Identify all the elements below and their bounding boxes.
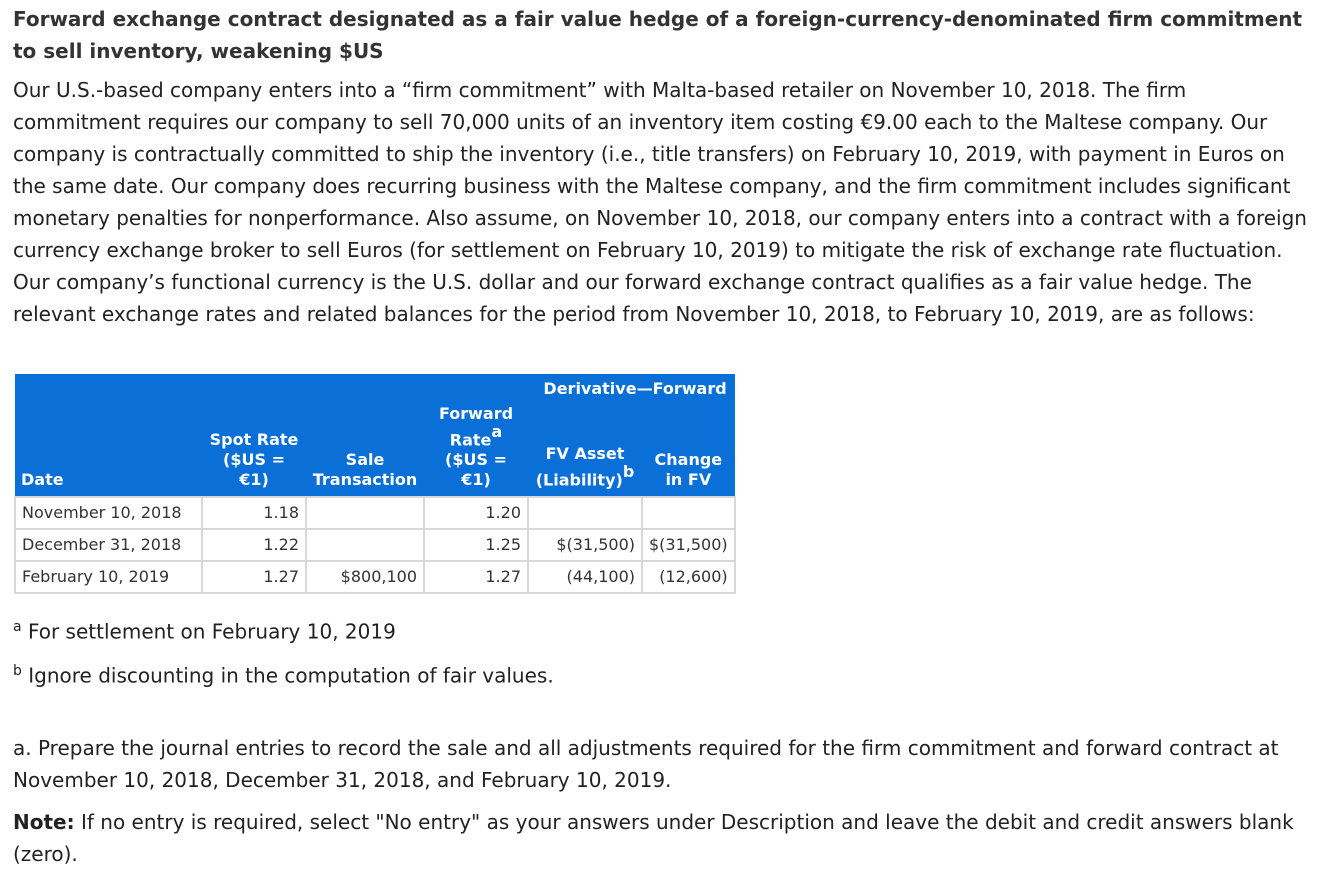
cell-change — [642, 497, 735, 529]
cell-sale — [306, 497, 424, 529]
header-spot-rate: Spot Rate ($US = €1) — [202, 404, 306, 497]
note-text: If no entry is required, select "No entry" as your answers under Description and leave the debit and credit answers blank (zero). — [13, 810, 1294, 866]
table-row — [15, 497, 735, 529]
cell-sale — [306, 529, 424, 561]
cell-fv: (44,100) — [528, 561, 642, 593]
cell-date: December 31, 2018 — [15, 529, 202, 561]
table-header-group-row — [15, 374, 735, 404]
note-label: Note: — [13, 810, 75, 834]
cell-date: February 10, 2019 — [15, 561, 202, 593]
table-header-row — [15, 404, 735, 497]
cell-spot-rate: 1.18 — [202, 497, 306, 529]
cell-forward-rate: 1.25 — [424, 529, 528, 561]
note-instructions — [13, 806, 1323, 870]
footnote-marker-b: b — [622, 462, 635, 481]
header-forward-rate: Forward Rate$^a$ ($US = €1) — [424, 404, 528, 497]
derivative-forward-header: Derivative—Forward — [528, 374, 735, 404]
header-sale-transaction: Sale Transaction — [306, 404, 424, 497]
cell-fv — [528, 497, 642, 529]
problem-intro: Our U.S.-based company enters into a “firm commitment” with Malta-based retailer on November 10, 2018. The firm commitment requires our company to sell 70,000 units of an inventory item costing €9.00 each to the Maltese company. Our company is contractually committed to ship the inventory (i.e., title transfers) on February 10, 2019, with payment in Euros on the same date. Our company does recurring business with the Maltese company, and the firm commitment includes significant monetary penalties for nonperformance. Also assume, on November 10, 2018, our company enters into a contract with a foreign currency exchange broker to sell Euros (for settlement on February 10, 2019) to mitigate the risk of exchange rate fluctuation. Our company’s functional currency is the U.S. dollar and our forward exchange contract qualifies as a fair value hedge. The relevant exchange rates and related balances for the period from November 10, 2018, to February 10, 2019, are as follows: — [13, 78, 1307, 326]
footnote-a: $^a$ For settlement on February 10, 2019 — [13, 619, 396, 644]
cell-spot-rate: 1.27 — [202, 561, 306, 593]
cell-change: $(31,500) — [642, 529, 735, 561]
header-date: Date — [15, 404, 202, 497]
part-a-instructions: a. Prepare the journal entries to record the sale and all adjustments required for the firm commitment and forward contract at November 10, 2018, December 31, 2018, and February 10, 2019. — [13, 736, 1279, 792]
cell-forward-rate: 1.20 — [424, 497, 528, 529]
header-change-in-fv: Change in FV — [642, 404, 735, 497]
cell-sale: $800,100 — [306, 561, 424, 593]
footnote-b: $^b$ Ignore discounting in the computation of fair values. — [13, 663, 554, 688]
table-row — [15, 561, 735, 593]
table-row — [15, 529, 735, 561]
cell-forward-rate: 1.27 — [424, 561, 528, 593]
cell-fv: $(31,500) — [528, 529, 642, 561]
header-fv-asset: FV Asset (Liability)$^b$ — [528, 404, 642, 497]
problem-title: Forward exchange contract designated as a fair value hedge of a foreign-currency-denominated firm commitment to sell inventory, weakening $US — [13, 7, 1303, 63]
cell-change: (12,600) — [642, 561, 735, 593]
cell-spot-rate: 1.22 — [202, 529, 306, 561]
exchange-rates-table — [14, 374, 736, 594]
cell-date: November 10, 2018 — [15, 497, 202, 529]
footnote-marker-a: a — [491, 422, 503, 441]
